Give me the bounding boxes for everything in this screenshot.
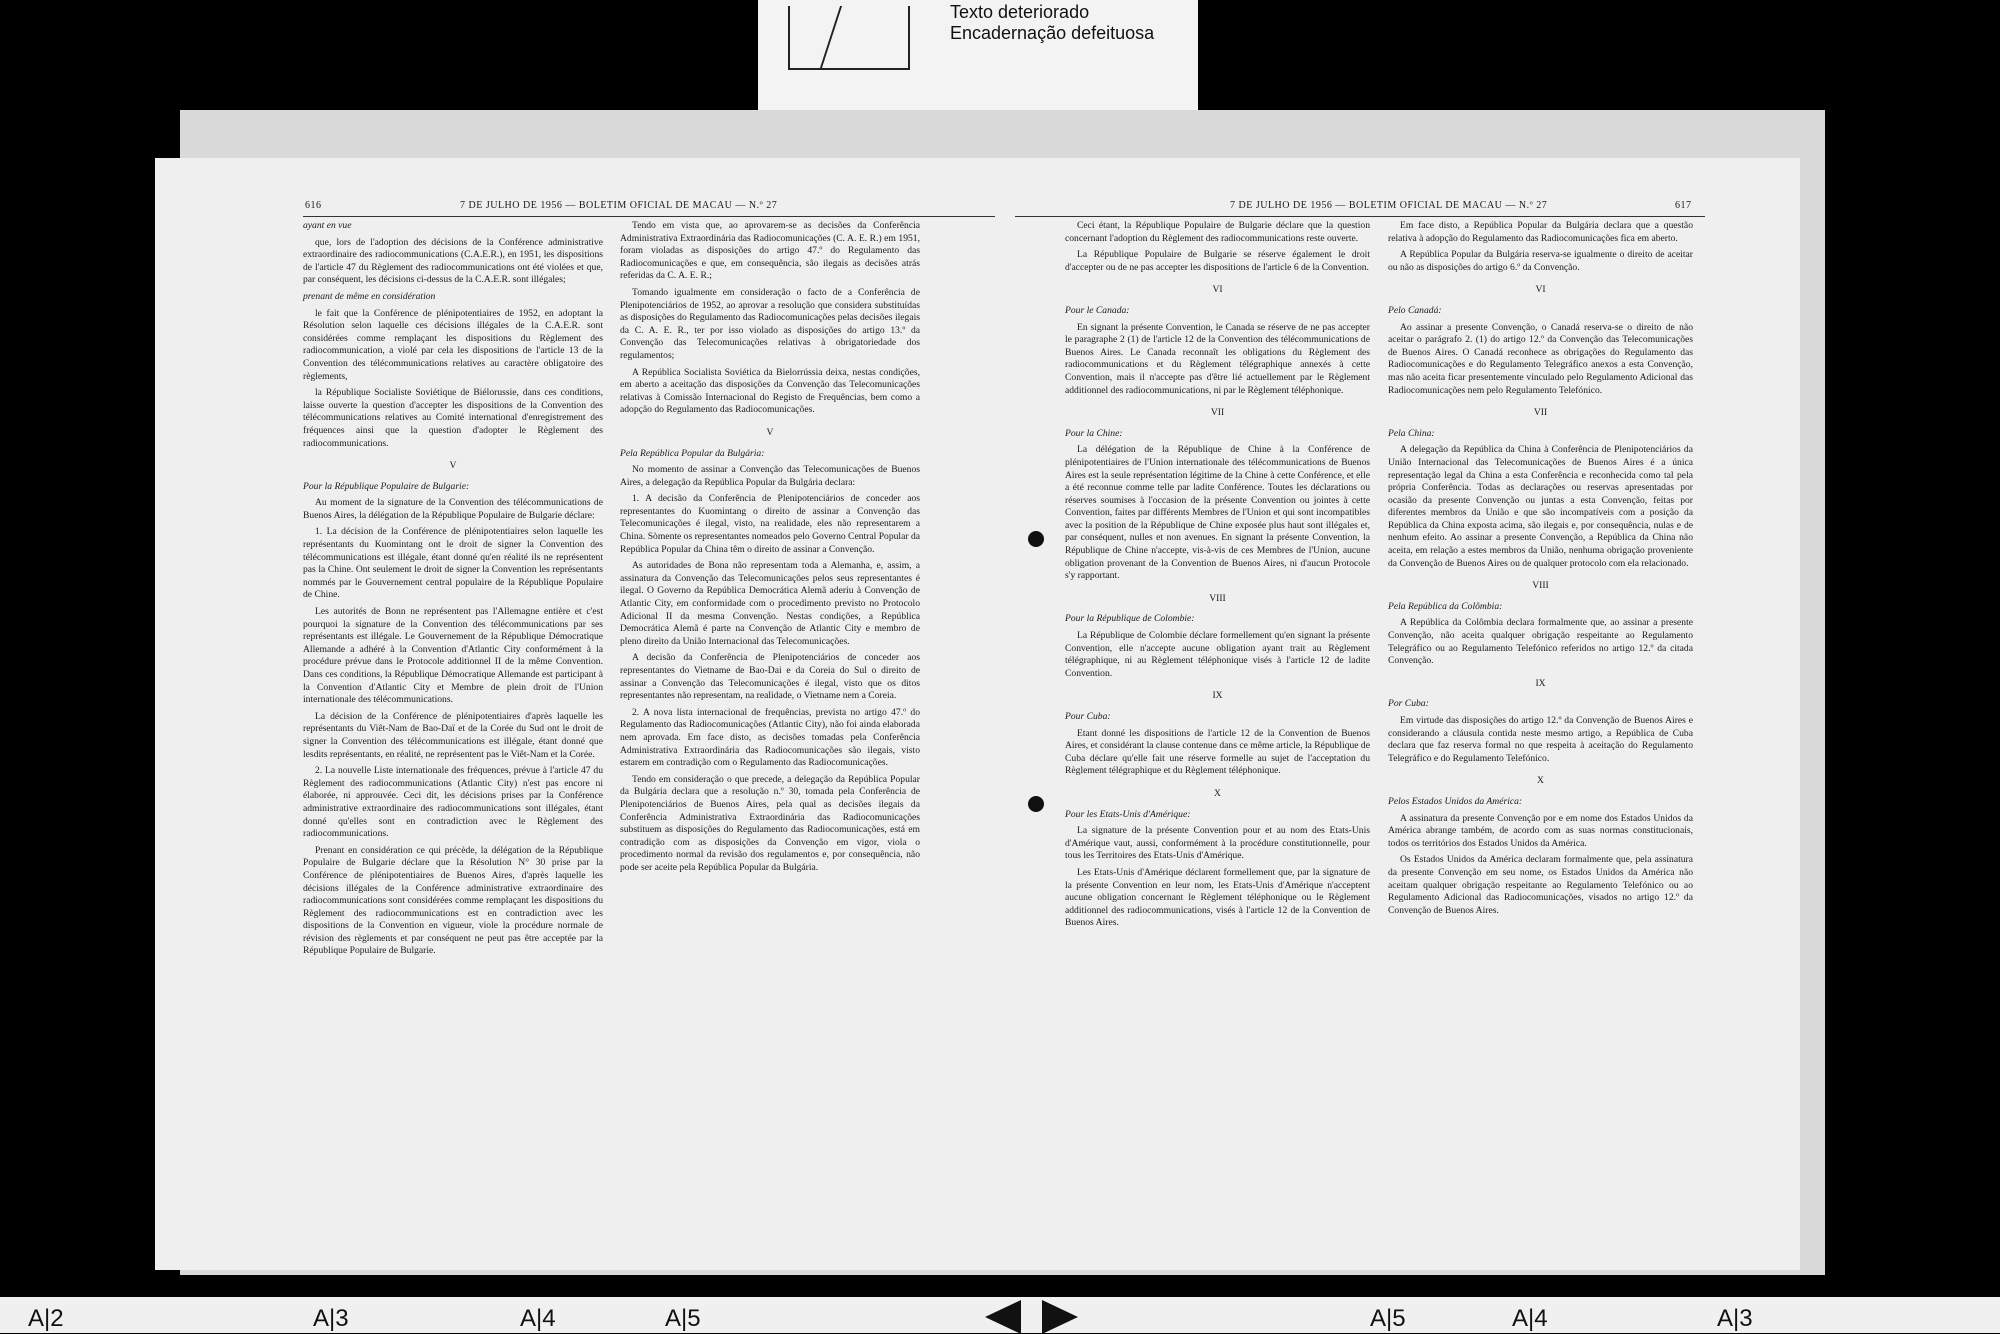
paragraph: 1. La décision de la Conférence de plénipotentiaires selon laquelle les représentants du Kuomintang ont le droit de signer la Convention des télécommunications est illégale, étant donné qu'en réalité ils ne représentent pas la Chine. Ont seulement le droit de signer la Convention les représentants nommés par le Gouvernement central populaire de la République Populaire de Chine. [303, 526, 603, 601]
paragraph: Tomando igualmente em consideração o facto de a Conferência de Plenipotenciários de 1952, ao aprovar a resolução que considera substituídas as disposições do Regulamento das Radiocomunicações pelas decisões ilegais da C. A. E. R., ter por isso violado as disposições do artigo 13.º da Convenção das Telecomunicações relativas à obrigatoriedade dos regulamentos; [620, 286, 920, 361]
torn-page-icon [788, 6, 910, 70]
index-mark: A|5 [665, 1305, 701, 1332]
signatory-heading: Pour la Chine: [1065, 427, 1123, 439]
index-mark: A|4 [1512, 1305, 1548, 1332]
section-number: V [449, 460, 457, 472]
paragraph: Les Etats-Unis d'Amérique déclarent formellement que, par la signature de la présente Convention en leur nom, les Etats-Unis d'Amérique n'acceptent aucune obligation concernant le Règlement téléphonique ou le Règlement additionnel des radiocommunications, visés à l'article 12 de la Convention de Buenos Aires. [1065, 866, 1370, 929]
paragraph: 1. A decisão da Conferência de Plenipotenciários de conceder aos representantes do Kuomintang o direito de assinar a Convenção das Telecomunicações é ilegal, visto, na realidade, eles não representarem a China. Sòmente os representantes nomeados pelo Governo Central Popular da República Popular da China têm o direito de assinar a Convenção. [620, 493, 920, 555]
signatory-heading: Pelos Estados Unidos da América: [1388, 795, 1523, 807]
index-mark: A|2 [28, 1305, 64, 1332]
paragraph: Les autorités de Bonn ne représentent pas l'Allemagne entière et c'est pourquoi la signature de la Convention des télécommunications par ses représentants est illégale. Le Gouvernement de la République Démocratique Allemande a adhéré à la Convention d'Atlantic City conformément à la procédure prévue dans le Protocole additionnel II de la même Convention. Dans ces conditions, la République Démocratique Allemande est participant à la Convention d'Atlantic City et Membre de plein droit de l'Union internationale des télécommunications. [303, 606, 603, 706]
paragraph: La République Populaire de Bulgarie se réserve également le droit d'accepter ou de ne pas accepter les dispositions de l'article 6 de la Convention. [1065, 249, 1370, 273]
signatory-heading: ayant en vue [303, 220, 352, 231]
paragraph: La délégation de la République de Chine à la Conférence de plénipotentiaires de l'Union internationale des télécommunications de Buenos Aires est la seule représentation légitime de la Chine à cette Conférence, et elle a été reconnue comme telle par ladite Conférence. Toutes les déclarations ou réserves soumises à l'occasion de la présente Convention ou jointes à cette Convention, faites par différents Membres de l'Union et qui sont incompatibles avec la position de la République de Chine exposée plus haut sont illégales et, par conséquent, nulles et non avenues. En signant la présente Convention, la République de Chine n'accepte, vis-à-vis de ces Membres de l'Union, aucune obligation provenant de la Convention de Buenos Aires, ni d'aucun Protocole s'y rapportant. [1065, 444, 1370, 582]
section-number: V [766, 426, 774, 438]
deterioration-label-card [758, 0, 1198, 125]
left-header-rule [303, 216, 995, 217]
paragraph: A República da Colômbia declara formalmente que, ao assinar a presente Convenção, não aceita qualquer obrigação respeitante ao Regulamento Telegráfico ou ao Regulamento Telefónico referidos no artigo 12.º da citada Convenção. [1388, 617, 1693, 667]
paragraph: Tendo em vista que, ao aprovarem-se as decisões da Conferência Administrativa Extraordinária das Radiocomunicações (C. A. E. R.) em 1951, foram violadas as disposições do artigo 47.º do Regulamento das Radiocomunicações e que, em consequência, são ilegais as decisões atrás referidas da C. A. E. R.; [620, 220, 920, 282]
right-col-french [1065, 220, 1370, 934]
right-header-rule [1015, 216, 1705, 217]
paragraph: A delegação da República da China à Conferência de Plenipotenciários da União Internacional das Telecomunicações de Buenos Aires é a única representação legal da China a esta Conferência e reconhecida como tal pela própria Conferência. Todas as declarações ou reservas apresentadas por ocasião da presente Convenção ou juntas a esta Convenção, feitas por diferentes membros da União e que são incompatíveis com a posição da República da China exposta acima, são ilegais e, por consequência, nulas e de nenhum efeito. Ao assinar a presente Convenção, a República da China não aceita, em relação a estes membros da União, nenhuma obrigação proveniente da Convenção de Buenos Aires ou de qualquer protocolo com ela relacionado. [1388, 444, 1693, 569]
paragraph: le fait que la Conférence de plénipotentiaires de 1952, en adoptant la Résolution selon laquelle ces décisions illégales de la C.A.E.R. sont considérées comme remplaçant les dispositions du Règlement des radiocommunication, a violé par cela les dispositions de l'article 13 de la Convention des télécommunications relatives au caractère obligatoire des règlements, [303, 307, 603, 382]
paragraph: A República Popular da Bulgária reserva-se igualmente o direito de aceitar ou não as disposições do artigo 6.º da Convenção. [1388, 249, 1693, 273]
paragraph: Os Estados Unidos da América declaram formalmente que, pela assinatura da presente Convenção em seu nome, os Estados Unidos da América não aceitam qualquer obrigação respeitante ao Regulamento Telefónico ou ao Regulamento Adicional das Radiocomunicações, visados no artigo 12.º da Convenção de Buenos Aires. [1388, 854, 1693, 916]
index-mark: A|5 [1370, 1305, 1406, 1332]
signatory-heading: prenant de même en considération [303, 290, 436, 302]
section-number: X [1537, 775, 1544, 787]
paragraph: que, lors de l'adoption des décisions de la Conférence administrative extraordinaire des radiocommunications (C.A.E.R.), en 1951, les dispositions de l'article 47 du Règlement des radiocommunications ont été violées et que, par conséquent, les décisions ci-dessus de la C.A.E.R. sont illégales; [303, 236, 603, 286]
signatory-heading: Pour la République Populaire de Bulgarie: [303, 480, 470, 492]
left-arrow-icon [985, 1300, 1021, 1334]
index-mark: A|3 [1717, 1305, 1753, 1332]
paragraph: En signant la présente Convention, le Canada se réserve de ne pas accepter le paragraphe 2 (1) de l'article 12 de la Convention des télécommunications de Buenos Aires. Le Canada reconnaît les obligations du Règlement des radiocommunications et du Règlement télégraphique annexés à cette Convention, mais il n'accepte pas d'être lié actuellement par le Règlement additionnel des radiocommunications, ni par le Règlement téléphonique. [1065, 321, 1370, 396]
paragraph: 2. A nova lista internacional de frequências, prevista no artigo 47.º do Regulamento das Radiocomunicações (Atlantic City), não foi ainda elaborada nem aprovada. Em face disto, as decisões tomadas pela Conferência Administrativa Extraordinária das Radiocomunicações são ilegais, visto estarem em contradição com o Regulamento das Radiocomunicações. [620, 706, 920, 769]
right-page-header: 7 DE JULHO DE 1956 — BOLETIM OFICIAL DE MACAU — N.º 27 [1230, 200, 1548, 211]
paragraph: As autoridades de Bona não representam toda a Alemanha, e, assim, a assinatura da Convenção das Telecomunicações pelos seus representantes é ilegal. O Governo da República Democrática Alemã aderiu à Convenção de Atlantic City, em conformidade com o procedimento previsto no Protocolo Adicional II da mesma Convenção. Nestas condições, a República Democrática Alemã é parte na Convenção de Atlantic City e membro de pleno direito da União Internacional das Telecomunicações. [620, 560, 920, 647]
paragraph: Tendo em consideração o que precede, a delegação da República Popular da Bulgária declara que a resolução n.º 30, tomada pela Conferência de Plenipotenciários de Buenos Aires, pela qual as decisões ilegais da Conferência Administrativa Extraordinária das Radiocomunicações substituem as disposições do Regulamento das Radiocomunicações, está em contradição com as disposições da Convenção em vigor, viola o procedimento normal da revisão dos regulamentos e, por consequência, não pode ser aceite pela República Popular da Bulgária. [620, 773, 920, 873]
paragraph: No momento de assinar a Convenção das Telecomunicações de Buenos Aires, a delegação da República Popular da Bulgária declara: [620, 464, 920, 488]
paragraph: Au moment de la signature de la Convention des télécommunications de Buenos Aires, la délégation de la République Populaire de Bulgarie déclare: [303, 497, 603, 521]
signatory-heading: Pela República Popular da Bulgária: [620, 447, 765, 459]
right-col-portuguese [1388, 220, 1693, 921]
section-number: VIII [1209, 592, 1226, 604]
paragraph: A República Socialista Soviética da Bielorrússia deixa, nestas condições, em aberto a aceitação das disposições da Convenção das Telecomunicações relativas à Comissão Internacional do Registo de Frequências, bem como a adopção do Regulamento das Radiocomunicações. [620, 366, 920, 416]
signatory-heading: Pour la République de Colombie: [1065, 613, 1195, 625]
paragraph: 2. La nouvelle Liste internationale des fréquences, prévue à l'article 47 du Règlement des radiocommunications (Atlantic City) n'est pas encore ni élaborée, ni approuvée. Ceci dit, les décisions prises par la Conférence administrative extraordinaire des radiocommunications sont illégales, étant donné qu'elles sont en contradiction avec le Règlement des radiocommunications. [303, 765, 603, 840]
right-page-number: 617 [1675, 200, 1692, 211]
signatory-heading: Pour les Etats-Unis d'Amérique: [1065, 808, 1191, 820]
label-text [950, 2, 1154, 44]
section-number: IX [1212, 690, 1223, 702]
index-mark: A|3 [313, 1305, 349, 1332]
signatory-heading: Pelo Canadá: [1388, 304, 1442, 316]
section-number: VI [1212, 284, 1223, 296]
section-number: VI [1535, 284, 1546, 296]
left-col-portuguese [620, 220, 920, 879]
signatory-heading: Pour le Canada: [1065, 304, 1130, 316]
paragraph: Ao assinar a presente Convenção, o Canadá reserva-se o direito de não aceitar o parágrafo 2. (1) do artigo 12.º da Convenção das Telecomunicações de Buenos Aires. O Canadá reconhece as obrigações do Regulamento das Radiocomunicações e do Regulamento Telegráfico anexos a esta Convenção, mas não aceita ficar presentemente vinculado pelo Regulamento Adicional das Radiocomunicações nem pelo Regulamento Telefónico. [1388, 321, 1693, 396]
section-number: IX [1535, 677, 1546, 689]
section-number: VII [1533, 407, 1548, 419]
paragraph: Etant donné les dispositions de l'article 12 de la Convention de Buenos Aires, et considérant la clause contenue dans ce même article, la République de Cuba déclare qu'elle fait une réserve formelle au sujet de l'acceptation du Règlement télégraphique et du Règlement téléphonique. [1065, 727, 1370, 777]
paragraph: la République Socialiste Soviétique de Biélorussie, dans ces conditions, laisse ouverte la question d'accepter les dispositions de la Convention des télécommunications relatives au Comité international d'enregistrement des fréquences ainsi que la question d'adopter le Règlement des radiocommunications. [303, 387, 603, 449]
section-number: X [1214, 787, 1221, 799]
left-col-french [303, 220, 603, 962]
section-number: VIII [1532, 580, 1549, 592]
binding-hole [1028, 796, 1044, 812]
paragraph: La signature de la présente Convention pour et au nom des Etats-Unis d'Amérique vaut, aussi, conformément à la procédure constitutionnelle, pour tous les Territoires des Etats-Unis d'Amérique. [1065, 825, 1370, 862]
paragraph: La décision de la Conférence de plénipotentiaires d'après laquelle les représentants du Viêt-Nam de Bao-Daï et de la Corée du Sud ont le droit de signer la Convention des télécommunications est illégale, étant donné que lesdits représentants, en réalité, ne représentent pas le Viêt-Nam et la Corée. [303, 710, 603, 760]
paragraph: La République de Colombie déclare formellement qu'en signant la présente Convention, elle n'accepte aucune obligation ayant trait au Règlement télégraphique, ni au Règlement téléphonique visés à l'article 12 de ladite Convention. [1065, 630, 1370, 679]
binding-hole [1028, 531, 1044, 547]
section-number: VII [1210, 407, 1225, 419]
index-mark: A|4 [520, 1305, 556, 1332]
paragraph: Prenant en considération ce qui précède, la délégation de la République Populaire de Bulgarie déclare que la Résolution N° 30 prise par la Conférence de plénipotentiaires de Buenos Aires, d'après laquelle les décisions illégales de la Conférence administrative extraordinaire des radiocommunications sont considérées comme remplaçant les dispositions du Règlement des radiocommunications est en contradiction avec les dispositions de la Convention en vigueur, viole la procédure normale de révision des règlements et par conséquent ne peut pas être acceptée par la République Populaire de Bulgarie. [303, 844, 603, 957]
left-page-number: 616 [305, 200, 322, 211]
right-page [995, 158, 1800, 1270]
signatory-heading: Pour Cuba: [1065, 711, 1111, 722]
signatory-heading: Pela China: [1388, 427, 1435, 439]
signatory-heading: Por Cuba: [1388, 698, 1429, 710]
signatory-heading: Pela República da Colômbia: [1388, 600, 1503, 612]
label-line-1: Texto deteriorado [950, 2, 1090, 22]
paragraph: A decisão da Conferência de Plenipotenciários de conceder aos representantes do Vietname de Bao-Dai e da Coreia do Sul o direito de assinar a Convenção das Telecomunicações é ilegal, visto que os ditos representantes não representam, na realidade, o Vietname nem a Coreia. [620, 652, 920, 702]
paragraph: A assinatura da presente Convenção por e em nome dos Estados Unidos da América abrange também, de acordo com as suas normas constitucionais, todos os territórios dos Estados Unidos da América. [1388, 812, 1693, 849]
right-arrow-icon [1042, 1300, 1078, 1334]
paragraph: Em virtude das disposições do artigo 12.º da Convenção de Buenos Aires e considerando a cláusula contida neste mesmo artigo, a República de Cuba declara que faz reserva formal no que respeita à aceitação do Regulamento Telegráfico e do Regulamento Telefónico. [1388, 715, 1693, 764]
left-page [155, 158, 995, 1270]
paragraph: Em face disto, a República Popular da Bulgária declara que a questão relativa à adopção do Regulamento das Radiocomunicações fica em aberto. [1388, 220, 1693, 244]
paragraph: Ceci étant, la République Populaire de Bulgarie déclare que la question concernant l'adoption du Règlement des radiocommunications reste ouverte. [1065, 220, 1370, 244]
left-page-header: 7 DE JULHO DE 1956 — BOLETIM OFICIAL DE MACAU — N.º 27 [460, 200, 778, 211]
label-line-2: Encadernação defeituosa [950, 23, 1155, 43]
